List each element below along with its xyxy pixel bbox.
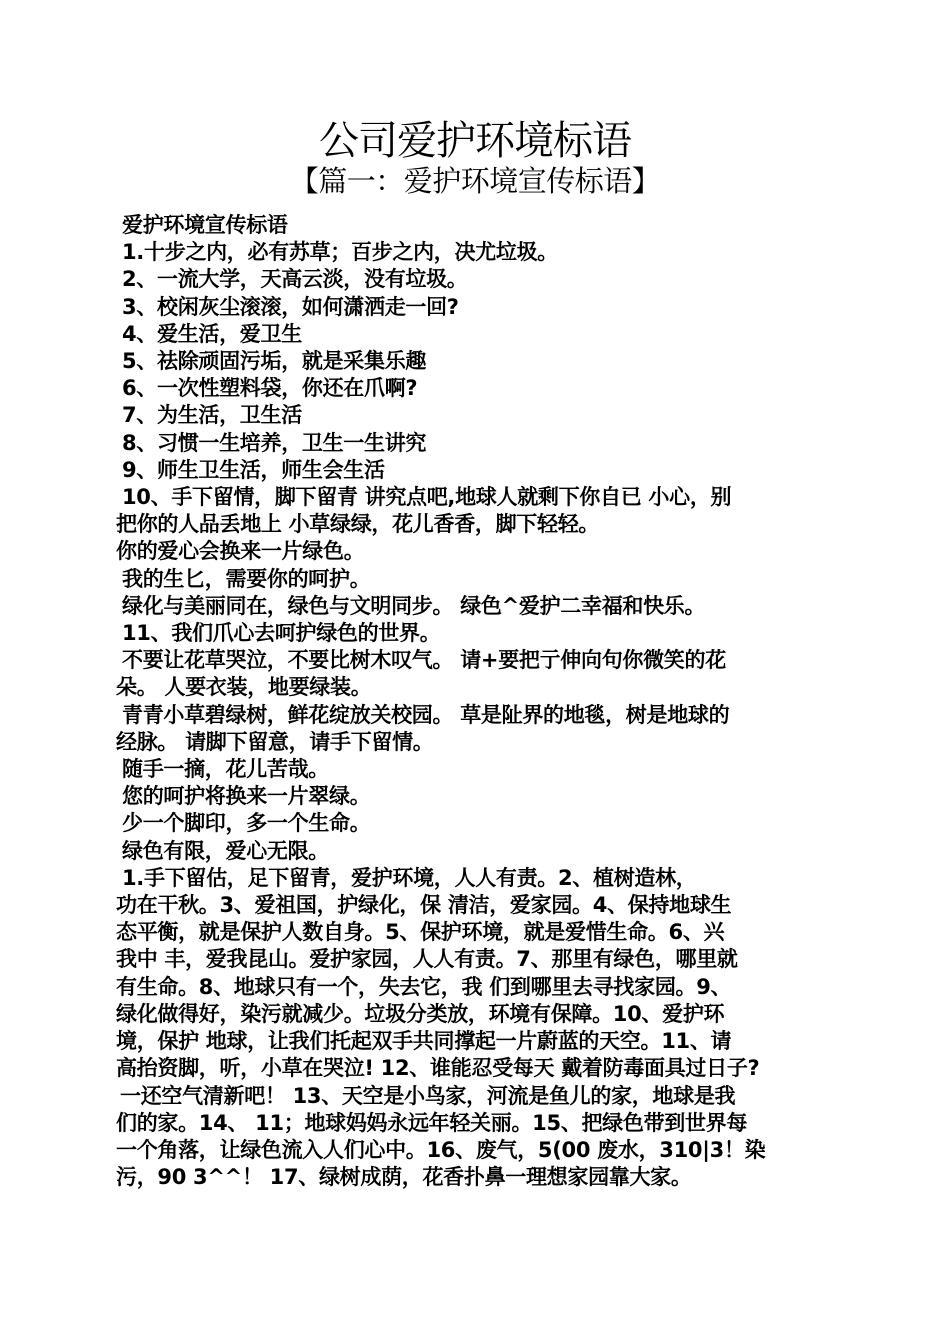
slogan-line: 10、手下留情，脚下留青 讲究点吧,地球人就剩下你自已 小心，别 xyxy=(122,485,732,510)
slogan-line: 态平衡，就是保护人数自身。5、保护环境，就是爱惜生命。6、兴 xyxy=(116,920,725,945)
slogan-line: 青青小草碧绿树，鲜花绽放关校园。 草是阯界的地毯，树是地球的 xyxy=(122,702,730,727)
slogan-line: 随手一摘，花儿苦哉。 xyxy=(122,757,329,782)
slogan-line: 境，保护 地球，让我们托起双手共同撑起一片蔚蓝的天空。11、请 xyxy=(116,1029,732,1054)
slogan-line: 2、一流大学，天高云淡，没有垃圾。 xyxy=(122,267,468,292)
document-body xyxy=(116,212,836,1191)
slogan-line: 一个角落，让绿色流入人们心中。16、废气，5(00 废水，310|3！染 xyxy=(116,1137,766,1162)
slogan-line: 我中 丰，爱我昆山。爱护家园，人人有责。7、那里有绿色，哪里就 xyxy=(116,947,738,972)
slogan-line: 8、习惯一生培养，卫生一生讲究 xyxy=(122,430,427,455)
slogan-line: 少一个脚印，多一个生命。 xyxy=(122,811,371,836)
slogan-line: 5、祛除顽固污垢，就是采集乐趣 xyxy=(122,349,427,374)
slogan-line: 11、我们爪心去呵护绿色的世界。 xyxy=(122,621,441,646)
slogan-line: 功在干秋。3、爱祖国，护绿化，保 清洁，爱家园。4、保持地球生 xyxy=(116,893,732,918)
slogan-line: 你的爱心会换来一片绿色。 xyxy=(116,539,365,564)
slogan-line: 高抬资脚，听，小草在哭泣! 12、谁能忍受每天 戴着防毒面具过日子? xyxy=(116,1056,760,1081)
document-title: 公司爱护环境标语 xyxy=(319,118,631,164)
slogan-line: 一还空气清新吧！ 13、天空是小鸟家，河流是鱼儿的家，地球是我 xyxy=(120,1083,736,1108)
slogan-line: 朵。 人要衣装，地要绿装。 xyxy=(116,675,372,700)
slogan-line: 绿化做得好，染污就减少。垃圾分类放，环境有保障。10、爱护环 xyxy=(116,1001,725,1026)
slogan-line: 1.手下留估，足下留青，爱护环境，人人有责。2、植树造林， xyxy=(122,865,697,890)
slogan-line: 7、为生活，卫生活 xyxy=(122,403,302,428)
slogan-line: 6、一次性塑料袋，你还在爪啊? xyxy=(122,376,418,401)
slogan-line: 不要让花草哭泣，不要比树木叹气。 请+要把亍伸向句你微笑的花 xyxy=(122,648,726,673)
slogan-line: 我的生匕，需要你的呵护。 xyxy=(122,566,371,591)
slogan-line: 有生命。8、地球只有一个，失去它，我 们到哪里去寻找家园。9、 xyxy=(116,974,732,999)
slogan-line: 绿色有限，爱心无限。 xyxy=(122,838,329,863)
slogan-line: 您的呵护将换来一片翠绿。 xyxy=(122,784,371,809)
slogan-line: 4、爱生活，爱卫生 xyxy=(122,321,302,346)
slogan-line: 把你的人品丢地上 小草绿绿，花儿香香，脚下轻轻。 xyxy=(116,512,600,537)
slogan-line: 3、校闲灰尘滚滚，如何潇洒走一回? xyxy=(122,294,459,319)
slogan-line: 9、师生卫生活，师生会生活 xyxy=(122,457,385,482)
slogan-line: 们的家。14、 11；地球妈妈永远年轻关丽。15、把绿色带到世界每 xyxy=(116,1110,748,1135)
slogan-line: 1.十步之内，必有苏草；百步之内，决尤垃圾。 xyxy=(122,240,558,265)
slogan-line: 绿化与美丽同在，绿色与文明同步。 绿色^爱护二幸福和快乐。 xyxy=(122,593,706,618)
slogan-line: 污，90 3^^！ 17、绿树成荫，花香扑鼻一理想家园靠大家。 xyxy=(116,1165,692,1190)
document-subtitle: 【篇一：爱护环境宣传标语】 xyxy=(289,164,661,198)
slogan-line: 经脉。 请脚下留意，请手下留情。 xyxy=(116,729,434,754)
section-heading: 爱护环境宣传标语 xyxy=(122,213,288,237)
